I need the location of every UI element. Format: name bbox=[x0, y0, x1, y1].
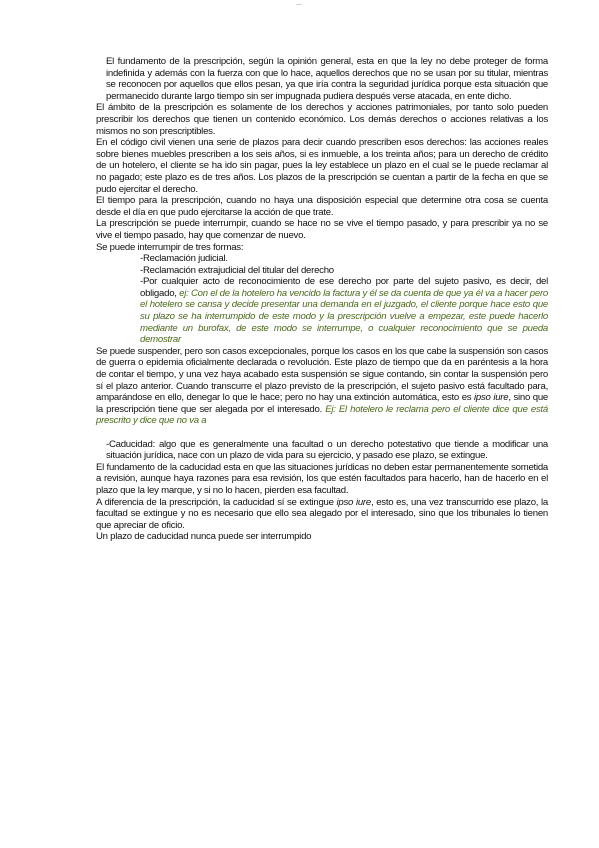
suspension-text: Se puede suspender, pero son casos excepcionales, porque los casos en los que cabe la suspensión son casos de guerra o epidemia oficialmente declarada o revolución. Este plazo de tiempo que da en paréntesis a la hora de contar el tiempo, y una vez haya acabado esta suspensión se sigue contando, sin contar la suspensión pero sí el plazo anterior. Cuando transcurre el plazo previsto de la prescripción, el sujeto pasivo está facultado para, amparándose en ello, denegar lo que le hace; pero no hay una extinción automática, esto es bbox=[96, 345, 548, 404]
paragraph-caducidad: -Caducidad: algo que es generalmente una facultad o un derecho potestativo que tiende a modificar una situación jurídica, nace con un plazo de vida para su ejercicio, y pasado ese plazo, se extingue. bbox=[106, 438, 548, 462]
suspension-text-cont: , sino que la prescripción tiene que ser alegada por el interesado. bbox=[96, 392, 548, 415]
paragraph-fundamento-prescripcion: El fundamento de la prescripción, según la opinión general, esta en que la ley no debe proteger de forma indefinida y además con la fuerza con que lo hace, aquellos derechos que no se usan por su titular, mientras se reconocen por aquellos que ellos pesan, ya que iría contra la seguridad jurídica porque esta situación que permanecido durante largo tiempo sin ser impugnada pudiera después verse atacada, en ente dicho. bbox=[106, 56, 548, 102]
document-body bbox=[96, 56, 548, 543]
list-item-reclamacion-extrajudicial: -Reclamación extrajudicial del titular del derecho bbox=[140, 264, 334, 276]
paragraph-interrupcion: La prescripción se puede interrumpir, cuando se hace no se vive el tiempo pasado, y para prescribir ya no se vive el tiempo pasado, hay que comenzar de nuevo. bbox=[96, 218, 548, 241]
paragraph-suspension bbox=[96, 346, 548, 427]
paragraph-ambito-prescripcion: El ámbito de la prescripción es solamente de los derechos y acciones patrimoniales, por tanto solo pueden prescribir los derechos que tienen un contenido económico. Los demás derechos o acciones relativas a los mismos no son prescriptibles. bbox=[96, 102, 548, 137]
diferencia-text-cont: , esto es, una vez transcurrido ese plazo, la facultad se extingue y no es necesario que ello sea alegado por el interesado, sino que los tribunales lo tienen que apreciar de oficio. bbox=[96, 496, 548, 531]
paragraph-plazos-codigo-civil: En el código civil vienen una serie de plazos para decir cuando prescriben esos derechos: las acciones reales sobre bienes muebles prescriben a los seis años, si es inmueble, a los treinta años; para un derecho de crédito de un hotelero, el cliente se ha ido sin pagar, pues la ley establece un plazo en el cual se le puede reclamar al no pagado; este plazo es de tres años. Los plazos de la prescripción se cuentan a partir de la fecha en que se pudo ejercitar el derecho. bbox=[96, 137, 548, 195]
paragraph-tiempo-prescripcion: El tiempo para la prescripción, cuando no haya una disposición especial que determine otra cosa se cuenta desde el día en que pudo ejercitarse la acción de que trate. bbox=[96, 195, 548, 218]
suspension-example: Ej: El hotelero le reclama pero el cliente dice que está prescrito y dice que no va a bbox=[96, 403, 548, 427]
section-gap bbox=[96, 427, 548, 439]
paragraph-diferencia bbox=[96, 497, 548, 532]
paragraph-caducidad-no-interrumpible: Un plazo de caducidad nunca puede ser interrumpido bbox=[96, 531, 312, 543]
paragraph-fundamento-caducidad: El fundamento de la caducidad esta en que las situaciones jurídicas no deben estar permanentemente sometida a revisión, aunque haya razones para esa revisión, los que estén facultados para hacerlo, han de hacerlo en el plazo que la ley marque, y si no lo hacen, pierden esa facultad. bbox=[96, 461, 548, 496]
list-item-reclamacion-judicial: -Reclamación judicial. bbox=[140, 253, 228, 265]
reconocimiento-example: ej: Con el de la hotelero ha vencido la factura y él se da cuenta de que ya él va a hacer pero el hotelero se cansa y decide presentar una demanda en el juzgado, el cliente porque hace esto que su plazo se ha interrumpido de este modo y la prescripción vuelve a empezar, este puede hacerlo mediante un burofax, de este modo se interrumpe, o cualquier reconocimiento que se pueda demostrar bbox=[140, 287, 548, 346]
reconocimiento-text: -Por cualquier acto de reconocimiento de ese derecho por parte del sujeto pasivo, es decir, del obligado, bbox=[140, 276, 548, 299]
suspension-ipso-iure: ipso iure bbox=[474, 392, 509, 404]
page-header-mark: ... bbox=[296, 0, 302, 7]
diferencia-ipso-iure: ipso iure bbox=[336, 496, 371, 508]
diferencia-text: A diferencia de la prescripción, la caducidad sí se extingue bbox=[96, 496, 337, 508]
list-item-reconocimiento bbox=[96, 276, 548, 346]
paragraph-formas-interrupcion: Se puede interrumpir de tres formas: bbox=[96, 241, 244, 253]
